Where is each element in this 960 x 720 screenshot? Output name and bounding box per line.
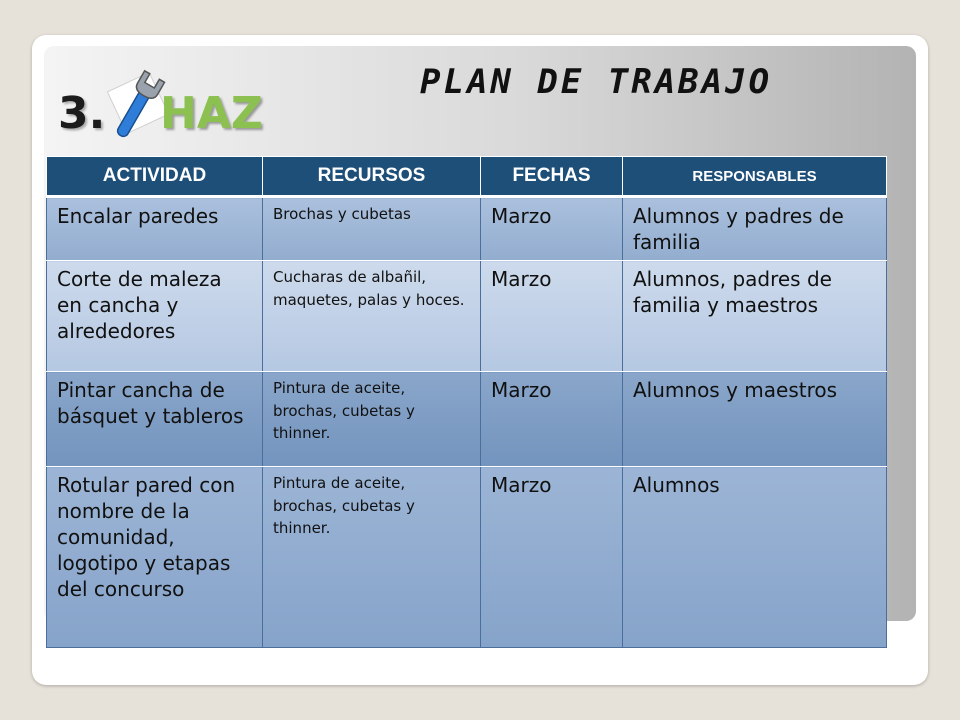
cell-recursos: Pintura de aceite, brochas, cubetas y thinner. — [263, 467, 481, 648]
cell-fechas: Marzo — [481, 372, 623, 467]
cell-recursos: Pintura de aceite, brochas, cubetas y thinner. — [263, 372, 481, 467]
table-row — [47, 197, 887, 261]
column-header-responsables: RESPONSABLES — [623, 157, 887, 197]
table-header-row — [47, 157, 887, 197]
cell-responsables: Alumnos y padres de familia — [623, 197, 887, 261]
column-header-fechas: FECHAS — [481, 157, 623, 197]
cell-fechas: Marzo — [481, 261, 623, 372]
cell-actividad: Corte de maleza en cancha y alrededores — [47, 261, 263, 372]
cell-recursos: Cucharas de albañil, maquetes, palas y hoces. — [263, 261, 481, 372]
cell-actividad: Rotular pared con nombre de la comunidad, logotipo y etapas del concurso — [47, 467, 263, 648]
cell-responsables: Alumnos, padres de familia y maestros — [623, 261, 887, 372]
cell-fechas: Marzo — [481, 467, 623, 648]
table-row — [47, 467, 887, 648]
cell-actividad: Encalar paredes — [47, 197, 263, 261]
cell-responsables: Alumnos — [623, 467, 887, 648]
work-plan-table — [46, 156, 887, 648]
cell-fechas: Marzo — [481, 197, 623, 261]
column-header-recursos: RECURSOS — [263, 157, 481, 197]
page-title: PLAN DE TRABAJO — [420, 62, 773, 102]
step-word: HAZ — [160, 88, 263, 139]
table-row — [47, 261, 887, 372]
table-row — [47, 372, 887, 467]
column-header-actividad: ACTIVIDAD — [47, 157, 263, 197]
cell-actividad: Pintar cancha de básquet y tableros — [47, 372, 263, 467]
step-number: 3. — [58, 88, 106, 139]
cell-responsables: Alumnos y maestros — [623, 372, 887, 467]
cell-recursos: Brochas y cubetas — [263, 197, 481, 261]
